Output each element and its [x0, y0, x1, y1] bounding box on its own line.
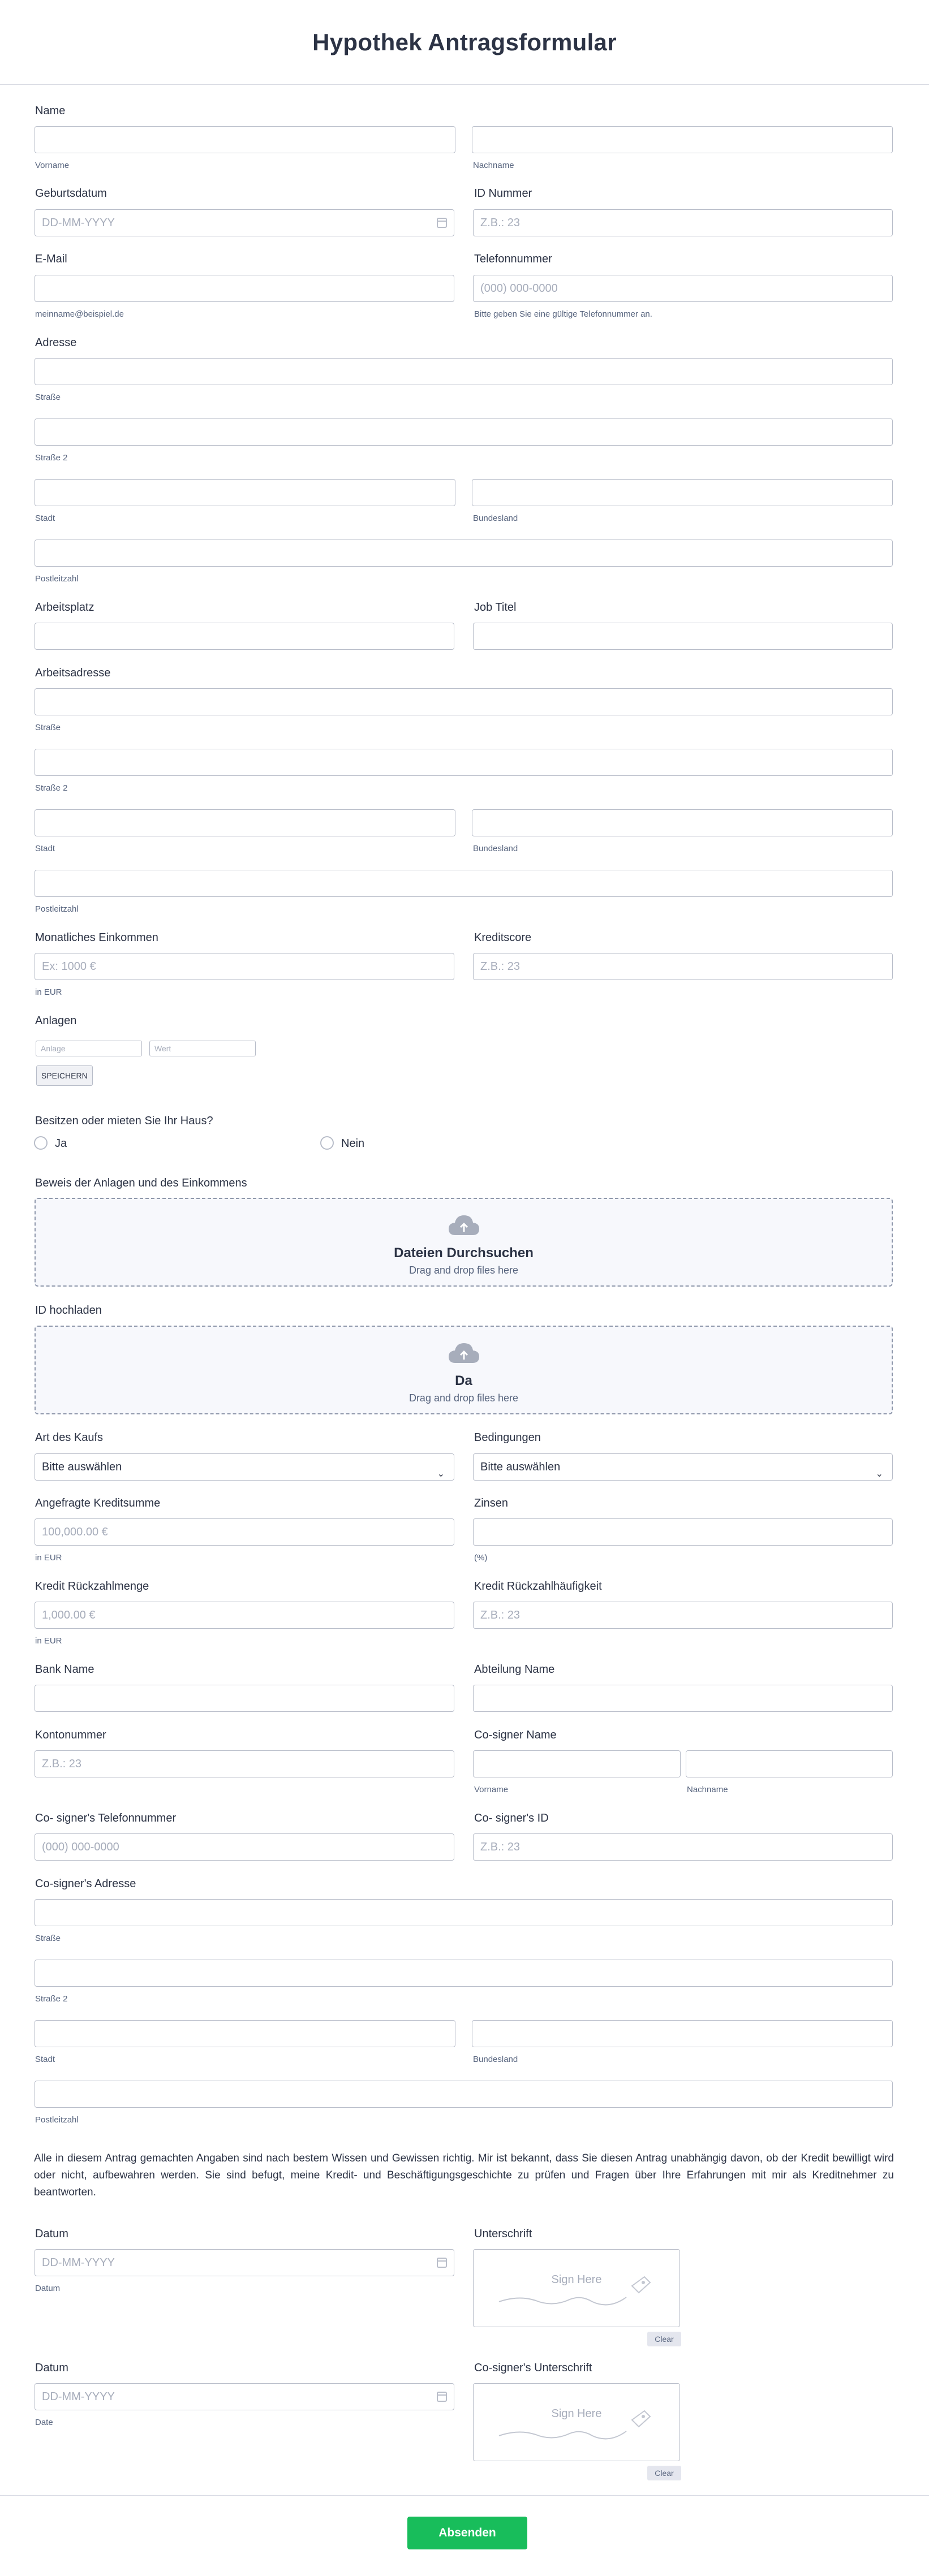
income-sublabel: in EUR — [35, 987, 62, 997]
purchase-type-label: Art des Kaufs — [35, 1431, 104, 1444]
street-sublabel: Straße — [35, 392, 61, 402]
date-sublabel: Datum — [35, 2284, 61, 2293]
sign-here-text: Sign Here — [551, 2273, 602, 2286]
interest-input[interactable] — [473, 1518, 893, 1546]
zip-sublabel: Postleitzahl — [35, 574, 79, 584]
disclaimer-text: Alle in diesem Antrag gemachten Angaben sind nach bestem Wissen und Gewissen richtig. Mir ist bekannt, dass Sie diesen Antrag unabhängig davon, ob der Kredit bewilligt wird oder nicht, aufbewahren werden. Sie sind befugt, meine Kredit- und Beschäftigungsgeschichte zu prüfen und Fragen über Ihre Erfahrungen mit mir als Kreditnehmer zu beantworten. — [34, 2152, 894, 2198]
street2-sublabel: Straße 2 — [35, 453, 68, 463]
name-label: Name — [35, 105, 66, 117]
income-input[interactable]: Ex: 1000 € — [35, 953, 454, 980]
work-street2-input[interactable] — [35, 749, 893, 776]
job-title-label: Job Titel — [474, 601, 517, 614]
cosigner-name-label: Co-signer Name — [474, 1729, 557, 1741]
account-number-input[interactable]: Z.B.: 23 — [35, 1750, 454, 1777]
signature-label: Unterschrift — [474, 2228, 532, 2240]
work-city-sublabel: Stadt — [35, 844, 55, 853]
id-upload-title: Da — [455, 1373, 472, 1388]
work-zip-sublabel: Postleitzahl — [35, 904, 79, 914]
bank-name-label: Bank Name — [35, 1663, 94, 1676]
last-name-input[interactable] — [472, 126, 893, 153]
phone-label: Telefonnummer — [474, 253, 552, 265]
date-input[interactable]: DD-MM-YYYY — [35, 2249, 454, 2276]
terms-select[interactable]: Bitte auswählen ⌄ — [473, 1453, 893, 1481]
cosigner-street2-sublabel: Straße 2 — [35, 1994, 68, 2004]
workplace-input[interactable] — [35, 623, 454, 650]
repayment-amount-sublabel: in EUR — [35, 1636, 62, 1646]
calendar-icon[interactable] — [437, 2392, 447, 2402]
signature-pen-icon — [496, 2406, 660, 2446]
proof-upload-label: Beweis der Anlagen und des Einkommens — [35, 1177, 247, 1189]
bank-name-input[interactable] — [35, 1685, 454, 1712]
yes-radio[interactable] — [34, 1136, 48, 1150]
cosigner-phone-label: Co- signer's Telefonnummer — [35, 1812, 177, 1824]
cosigner-address-label: Co-signer's Adresse — [35, 1878, 136, 1890]
work-zip-input[interactable] — [35, 870, 893, 897]
cloud-upload-icon — [447, 1340, 481, 1366]
cosigner-signature-label: Co-signer's Unterschrift — [474, 2362, 592, 2374]
cosigner-zip-input[interactable] — [35, 2081, 893, 2108]
last-name-sublabel: Nachname — [473, 161, 514, 170]
phone-sublabel: Bitte geben Sie eine gültige Telefonnummer an. — [474, 309, 652, 319]
date2-sublabel: Date — [35, 2418, 53, 2427]
first-name-sublabel: Vorname — [35, 161, 70, 170]
street2-input[interactable] — [35, 418, 893, 446]
cosigner-street2-input[interactable] — [35, 1960, 893, 1987]
loan-amount-label: Angefragte Kreditsumme — [35, 1497, 161, 1509]
zip-input[interactable] — [35, 540, 893, 567]
cosigner-zip-sublabel: Postleitzahl — [35, 2115, 79, 2125]
cosigner-id-input[interactable]: Z.B.: 23 — [473, 1833, 893, 1861]
clear-signature-button[interactable]: Clear — [647, 2332, 681, 2346]
date2-label: Datum — [35, 2362, 68, 2374]
no-radio[interactable] — [320, 1136, 334, 1150]
department-label: Abteilung Name — [474, 1663, 555, 1676]
id-upload-dropzone[interactable] — [35, 1326, 893, 1414]
credit-score-input[interactable]: Z.B.: 23 — [473, 953, 893, 980]
work-address-label: Arbeitsadresse — [35, 667, 111, 679]
cosigner-state-sublabel: Bundesland — [473, 2055, 518, 2064]
cosigner-street-input[interactable] — [35, 1899, 893, 1926]
interest-sublabel: (%) — [474, 1553, 488, 1563]
repayment-amount-input[interactable]: 1,000.00 € — [35, 1602, 454, 1629]
work-street-sublabel: Straße — [35, 723, 61, 732]
repayment-frequency-label: Kredit Rückzahlhäufigkeit — [474, 1580, 602, 1593]
state-sublabel: Bundesland — [473, 514, 518, 523]
calendar-icon[interactable] — [437, 2258, 447, 2268]
date2-input[interactable]: DD-MM-YYYY — [35, 2383, 454, 2410]
birthdate-label: Geburtsdatum — [35, 187, 107, 200]
cosigner-signature-pad[interactable] — [473, 2383, 680, 2461]
asset-name-input[interactable]: Anlage — [36, 1041, 142, 1056]
repayment-amount-label: Kredit Rückzahlmenge — [35, 1580, 149, 1593]
page-title: Hypothek Antragsformular — [312, 28, 617, 55]
cosigner-last-name-input[interactable] — [686, 1750, 893, 1777]
cosigner-id-label: Co- signer's ID — [474, 1812, 549, 1824]
form-header — [0, 0, 929, 85]
cosigner-phone-input[interactable]: (000) 000-0000 — [35, 1833, 454, 1861]
sign-here-text: Sign Here — [551, 2407, 602, 2420]
cosigner-street-sublabel: Straße — [35, 1934, 61, 1943]
cosigner-state-input[interactable] — [472, 2020, 893, 2047]
job-title-input[interactable] — [473, 623, 893, 650]
city-sublabel: Stadt — [35, 514, 55, 523]
clear-cosigner-signature-button[interactable]: Clear — [647, 2466, 681, 2480]
signature-pad[interactable] — [473, 2249, 680, 2327]
id-number-input[interactable]: Z.B.: 23 — [473, 209, 893, 236]
proof-upload-hint: Drag and drop files here — [408, 1265, 519, 1276]
asset-value-input[interactable]: Wert — [149, 1041, 256, 1056]
signature-pen-icon — [496, 2272, 660, 2312]
date-label: Datum — [35, 2228, 68, 2240]
state-input[interactable] — [472, 479, 893, 506]
email-sublabel: meinname@beispiel.de — [35, 309, 124, 319]
assets-label: Anlagen — [35, 1015, 77, 1027]
proof-upload-dropzone[interactable] — [35, 1198, 893, 1287]
cosigner-first-name-input[interactable] — [473, 1750, 681, 1777]
work-city-input[interactable] — [35, 809, 455, 836]
cloud-upload-icon — [447, 1213, 481, 1239]
no-radio-label: Nein — [341, 1137, 365, 1150]
work-state-input[interactable] — [472, 809, 893, 836]
id-upload-hint: Drag and drop files here — [408, 1392, 519, 1404]
loan-amount-sublabel: in EUR — [35, 1553, 62, 1563]
work-state-sublabel: Bundesland — [473, 844, 518, 853]
account-number-label: Kontonummer — [35, 1729, 106, 1741]
cosigner-last-name-sublabel: Nachname — [687, 1785, 728, 1794]
first-name-input[interactable] — [35, 126, 455, 153]
cosigner-city-input[interactable] — [35, 2020, 455, 2047]
proof-upload-title: Dateien Durchsuchen — [394, 1245, 534, 1261]
work-street-input[interactable] — [35, 688, 893, 715]
save-assets-button[interactable]: SPEICHERN — [36, 1065, 93, 1086]
street-input[interactable] — [35, 358, 893, 385]
id-number-label: ID Nummer — [474, 187, 532, 200]
email-label: E-Mail — [35, 253, 67, 265]
yes-radio-label: Ja — [55, 1137, 67, 1150]
loan-amount-input[interactable]: 100,000.00 € — [35, 1518, 454, 1546]
calendar-icon[interactable] — [437, 218, 447, 228]
city-input[interactable] — [35, 479, 455, 506]
interest-label: Zinsen — [474, 1497, 509, 1509]
income-label: Monatliches Einkommen — [35, 931, 158, 944]
id-upload-label: ID hochladen — [35, 1304, 102, 1317]
birthdate-input[interactable]: DD-MM-YYYY — [35, 209, 454, 236]
purchase-type-select[interactable]: Bitte auswählen ⌄ — [35, 1453, 454, 1481]
repayment-frequency-input[interactable]: Z.B.: 23 — [473, 1602, 893, 1629]
cosigner-city-sublabel: Stadt — [35, 2055, 55, 2064]
chevron-down-icon: ⌄ — [875, 1469, 883, 1479]
terms-label: Bedingungen — [474, 1431, 541, 1444]
phone-input[interactable]: (000) 000-0000 — [473, 275, 893, 302]
department-input[interactable] — [473, 1685, 893, 1712]
workplace-label: Arbeitsplatz — [35, 601, 94, 614]
home-question-label: Besitzen oder mieten Sie Ihr Haus? — [35, 1115, 213, 1127]
footer-divider — [0, 2495, 929, 2496]
submit-button[interactable]: Absenden — [407, 2517, 527, 2549]
cosigner-first-name-sublabel: Vorname — [474, 1785, 509, 1794]
credit-score-label: Kreditscore — [474, 931, 532, 944]
address-label: Adresse — [35, 336, 77, 349]
work-street2-sublabel: Straße 2 — [35, 783, 68, 793]
email-input[interactable] — [35, 275, 454, 302]
chevron-down-icon: ⌄ — [437, 1469, 445, 1479]
